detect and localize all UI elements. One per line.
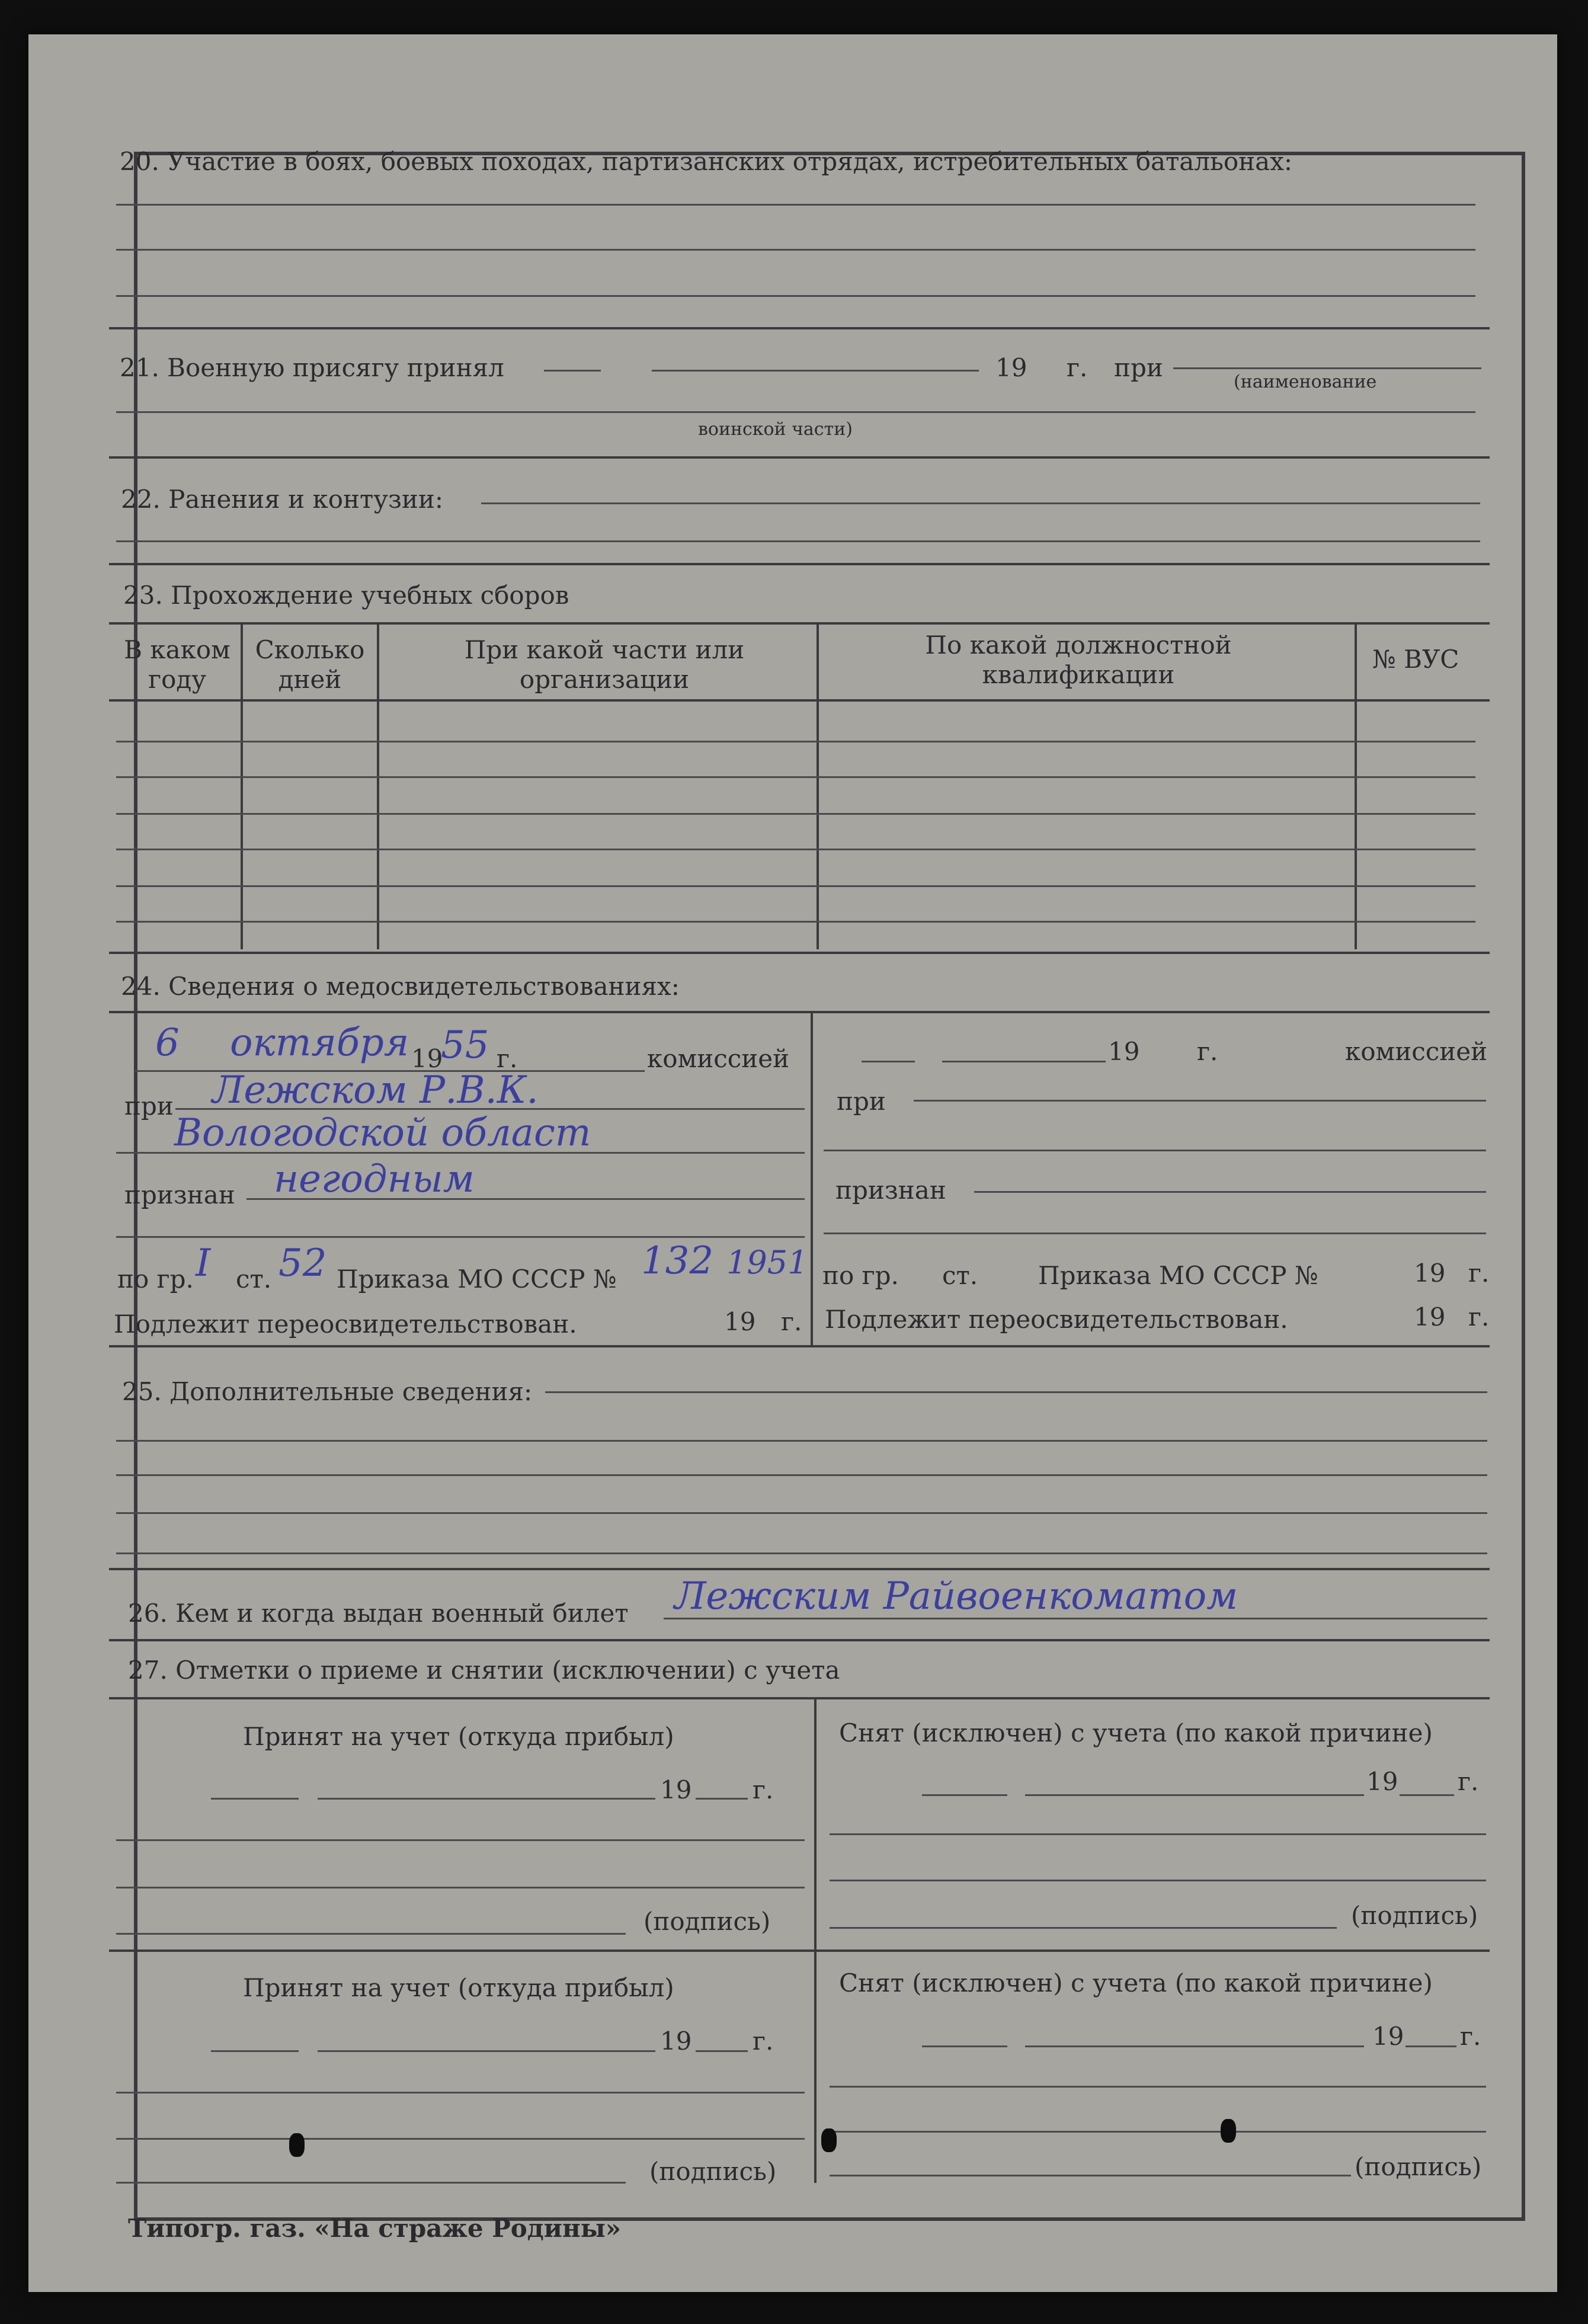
s27-a1-year-line: [696, 1798, 748, 1800]
punch-hole-center: [821, 2128, 837, 2152]
s23-col-divider-3: [817, 625, 819, 949]
s24-hw-order-year: 1951: [726, 1244, 808, 1281]
s27-a2-year: 19: [660, 2027, 692, 2056]
s27-r2-day-line: [922, 2045, 1007, 2047]
s21-year-prefix: 19: [995, 353, 1027, 382]
s27-a2-month-line: [318, 2050, 655, 2052]
s27-r2-year-suffix: г.: [1460, 2022, 1481, 2051]
footer-printer: Типогр. газ. «На страже Родины»: [128, 2214, 622, 2243]
section-27-label: 27. Отметки о приеме и снятии (исключении) с учета: [128, 1656, 840, 1685]
s23-col-qualification: По какой должностной квалификации: [925, 630, 1232, 690]
s23-divider: [109, 952, 1490, 954]
s24-st-label: ст.: [236, 1265, 272, 1294]
s27-r1-line-1: [830, 1833, 1486, 1835]
s22-line-1: [481, 502, 1480, 504]
s26-line: [664, 1618, 1487, 1619]
section-26-label: 26. Кем и когда выдан военный билет: [128, 1599, 629, 1628]
s27-a2-line-1: [116, 2092, 805, 2093]
s27-r1-signature: (подпись): [1351, 1901, 1478, 1930]
s27-middle-divider: [109, 1950, 1490, 1952]
s20-line-3: [116, 295, 1475, 297]
s24r-re-year: 19: [1414, 1302, 1446, 1331]
s27-r1-month-line: [1025, 1794, 1364, 1796]
s25-line-3: [116, 1474, 1487, 1476]
s23-col-divider-4: [1355, 625, 1357, 949]
s24-hw-commission: Лежском Р.В.К.: [212, 1068, 539, 1112]
s27-r2-signature: (подпись): [1355, 2152, 1482, 2181]
section-22-label: 22. Ранения и контузии:: [121, 485, 443, 514]
s23-col-divider-1: [241, 625, 243, 949]
punch-hole-right: [1221, 2119, 1236, 2143]
s24-gr-label: по гр.: [117, 1265, 194, 1294]
section-25-label: 25. Дополнительные сведения:: [122, 1377, 533, 1406]
s24r-st-label: ст.: [942, 1261, 978, 1290]
s24-left-line-5: [116, 1236, 805, 1238]
s24r-line-2: [824, 1150, 1486, 1151]
s24r-order-year: 19: [1414, 1259, 1446, 1288]
s24r-order-label: Приказа МО СССР №: [1038, 1261, 1318, 1290]
s24r-line-4: [824, 1233, 1486, 1234]
s21-at: при: [1114, 353, 1163, 382]
s27-removed-1: Снят (исключен) с учета (по какой причине): [839, 1718, 1433, 1747]
s27-a1-line-2: [116, 1887, 805, 1888]
s21-year-suffix: г.: [1067, 353, 1088, 382]
s23-col-divider-2: [377, 625, 379, 949]
s21-line-2: [116, 411, 1475, 413]
s23-col-days: Сколько дней: [255, 635, 365, 694]
s21-unit-line: [1173, 367, 1481, 369]
s23-col-vus: № ВУС: [1372, 645, 1459, 674]
s23-row-line-5: [116, 885, 1475, 887]
s27-r2-signature-line: [830, 2175, 1351, 2176]
s23-row-line-4: [116, 849, 1475, 850]
s24r-day-line: [862, 1061, 915, 1062]
s27-a2-signature: (подпись): [649, 2157, 777, 2186]
s27-r1-year: 19: [1366, 1767, 1398, 1796]
s24r-month-line: [942, 1061, 1106, 1062]
s24-re-suffix: г.: [781, 1307, 802, 1336]
s24-left-line-3: [116, 1152, 805, 1154]
s21-day-line: [544, 370, 601, 372]
s21-month-line: [652, 370, 979, 372]
s20-line-1: [116, 204, 1475, 206]
s27-r1-signature-line: [830, 1927, 1337, 1929]
s24r-commission: комиссией: [1345, 1037, 1488, 1066]
s24-column-divider: [811, 1013, 813, 1345]
s27-a1-signature-line: [116, 1933, 626, 1935]
s27-a1-month-line: [318, 1798, 655, 1800]
s25-line-2: [116, 1440, 1487, 1442]
s24r-line-1: [914, 1100, 1486, 1102]
s20-divider: [109, 327, 1490, 329]
s27-a2-signature-line: [116, 2182, 626, 2184]
s27-header-line: [109, 1697, 1490, 1699]
s25-line-1: [545, 1391, 1487, 1393]
s27-a2-year-line: [696, 2050, 748, 2052]
s27-r1-year-line: [1400, 1794, 1454, 1796]
s27-removed-2: Снят (исключен) с учета (по какой причине): [839, 1968, 1433, 1998]
s24-hw-region: Вологодской област: [174, 1111, 591, 1155]
s27-a1-year-suffix: г.: [753, 1775, 774, 1804]
punch-hole-left: [289, 2133, 305, 2157]
s24-left-line-2: [175, 1108, 805, 1110]
s27-r2-month-line: [1025, 2045, 1364, 2047]
s24-order-label: Приказа МО СССР №: [337, 1265, 617, 1294]
s27-column-divider: [814, 1699, 817, 2183]
s21-note-name: (наименование: [1234, 372, 1377, 392]
s24r-re-suffix: г.: [1468, 1302, 1490, 1331]
s24-hw-order: 132: [641, 1239, 714, 1283]
s27-r2-year-line: [1405, 2045, 1456, 2047]
s26-hw-value: Лежским Райвоенкоматом: [674, 1574, 1238, 1618]
s21-note-unit: воинской части): [698, 419, 853, 440]
s27-accepted-1: Принят на учет (откуда прибыл): [243, 1722, 674, 1751]
s24-recognized: признан: [124, 1180, 235, 1209]
s22-divider: [109, 563, 1490, 565]
s24-year-prefix: 19: [411, 1044, 443, 1073]
s27-r1-day-line: [922, 1794, 1007, 1796]
s24r-re-exam: Подлежит переосвидетельствован.: [825, 1305, 1288, 1334]
s23-row-line-3: [116, 813, 1475, 815]
s27-a2-day-line: [211, 2050, 299, 2052]
s24-hw-year: 55: [441, 1023, 489, 1067]
s24-hw-gr: I: [196, 1241, 211, 1285]
s24-hw-day: 6: [155, 1021, 180, 1065]
s23-header-bottom: [109, 699, 1490, 702]
s24-hw-verdict: негодным: [274, 1157, 475, 1201]
s24r-gr-label: по гр.: [822, 1261, 899, 1290]
s25-divider: [109, 1568, 1490, 1570]
s23-row-line-6: [116, 921, 1475, 923]
s23-col-unit: При какой части или организации: [464, 635, 745, 694]
section-20-label: 20. Участие в боях, боевых походах, партизанских отрядах, истребительных батальонах:: [120, 147, 1293, 176]
section-24-label: 24. Сведения о медосвидетельствованиях:: [121, 972, 680, 1001]
s25-line-4: [116, 1512, 1487, 1514]
s20-line-2: [116, 249, 1475, 251]
s24r-recognized: признан: [835, 1176, 946, 1205]
s27-a1-day-line: [211, 1798, 299, 1800]
s24-year-suffix: г.: [497, 1044, 518, 1073]
s24r-year: 19: [1108, 1037, 1140, 1066]
s23-header-top: [109, 622, 1490, 625]
s24-commission: комиссией: [647, 1044, 790, 1073]
s25-line-5: [116, 1552, 1487, 1554]
s27-r2-line-2: [830, 2131, 1486, 2133]
s21-divider: [109, 456, 1490, 459]
section-21-label: 21. Военную присягу принял: [120, 353, 504, 382]
s24-re-exam: Подлежит переосвидетельствован.: [114, 1310, 577, 1339]
s24-hw-month: октября: [230, 1021, 409, 1065]
s27-r1-year-suffix: г.: [1458, 1767, 1479, 1796]
s27-accepted-2: Принят на учет (откуда прибыл): [243, 1973, 674, 2002]
s24-at: при: [124, 1091, 174, 1121]
s24r-order-suffix: г.: [1468, 1259, 1490, 1288]
s24-header-line: [109, 1011, 1490, 1013]
s24-divider: [109, 1345, 1490, 1347]
s27-a2-year-suffix: г.: [753, 2027, 774, 2056]
s27-r2-line-1: [830, 2086, 1486, 2088]
s24r-year-suffix: г.: [1197, 1037, 1218, 1066]
s27-a1-year: 19: [660, 1775, 692, 1804]
s27-r2-year: 19: [1372, 2022, 1404, 2051]
s24-hw-st: 52: [278, 1241, 327, 1285]
s24r-line-3: [974, 1191, 1486, 1193]
s23-col-year: В каком году: [124, 635, 230, 694]
section-23-label: 23. Прохождение учебных сборов: [123, 581, 569, 610]
s23-row-line-2: [116, 776, 1475, 778]
s27-r1-line-2: [830, 1880, 1486, 1881]
s23-row-line-1: [116, 741, 1475, 742]
s26-divider: [109, 1639, 1490, 1641]
s24-re-year: 19: [724, 1307, 756, 1336]
s22-line-2: [116, 540, 1480, 542]
s27-a1-line-1: [116, 1839, 805, 1841]
s27-a2-line-2: [116, 2138, 805, 2140]
s24-left-line-4: [246, 1198, 805, 1200]
s27-a1-signature: (подпись): [643, 1907, 771, 1936]
s24r-at: при: [837, 1087, 886, 1116]
